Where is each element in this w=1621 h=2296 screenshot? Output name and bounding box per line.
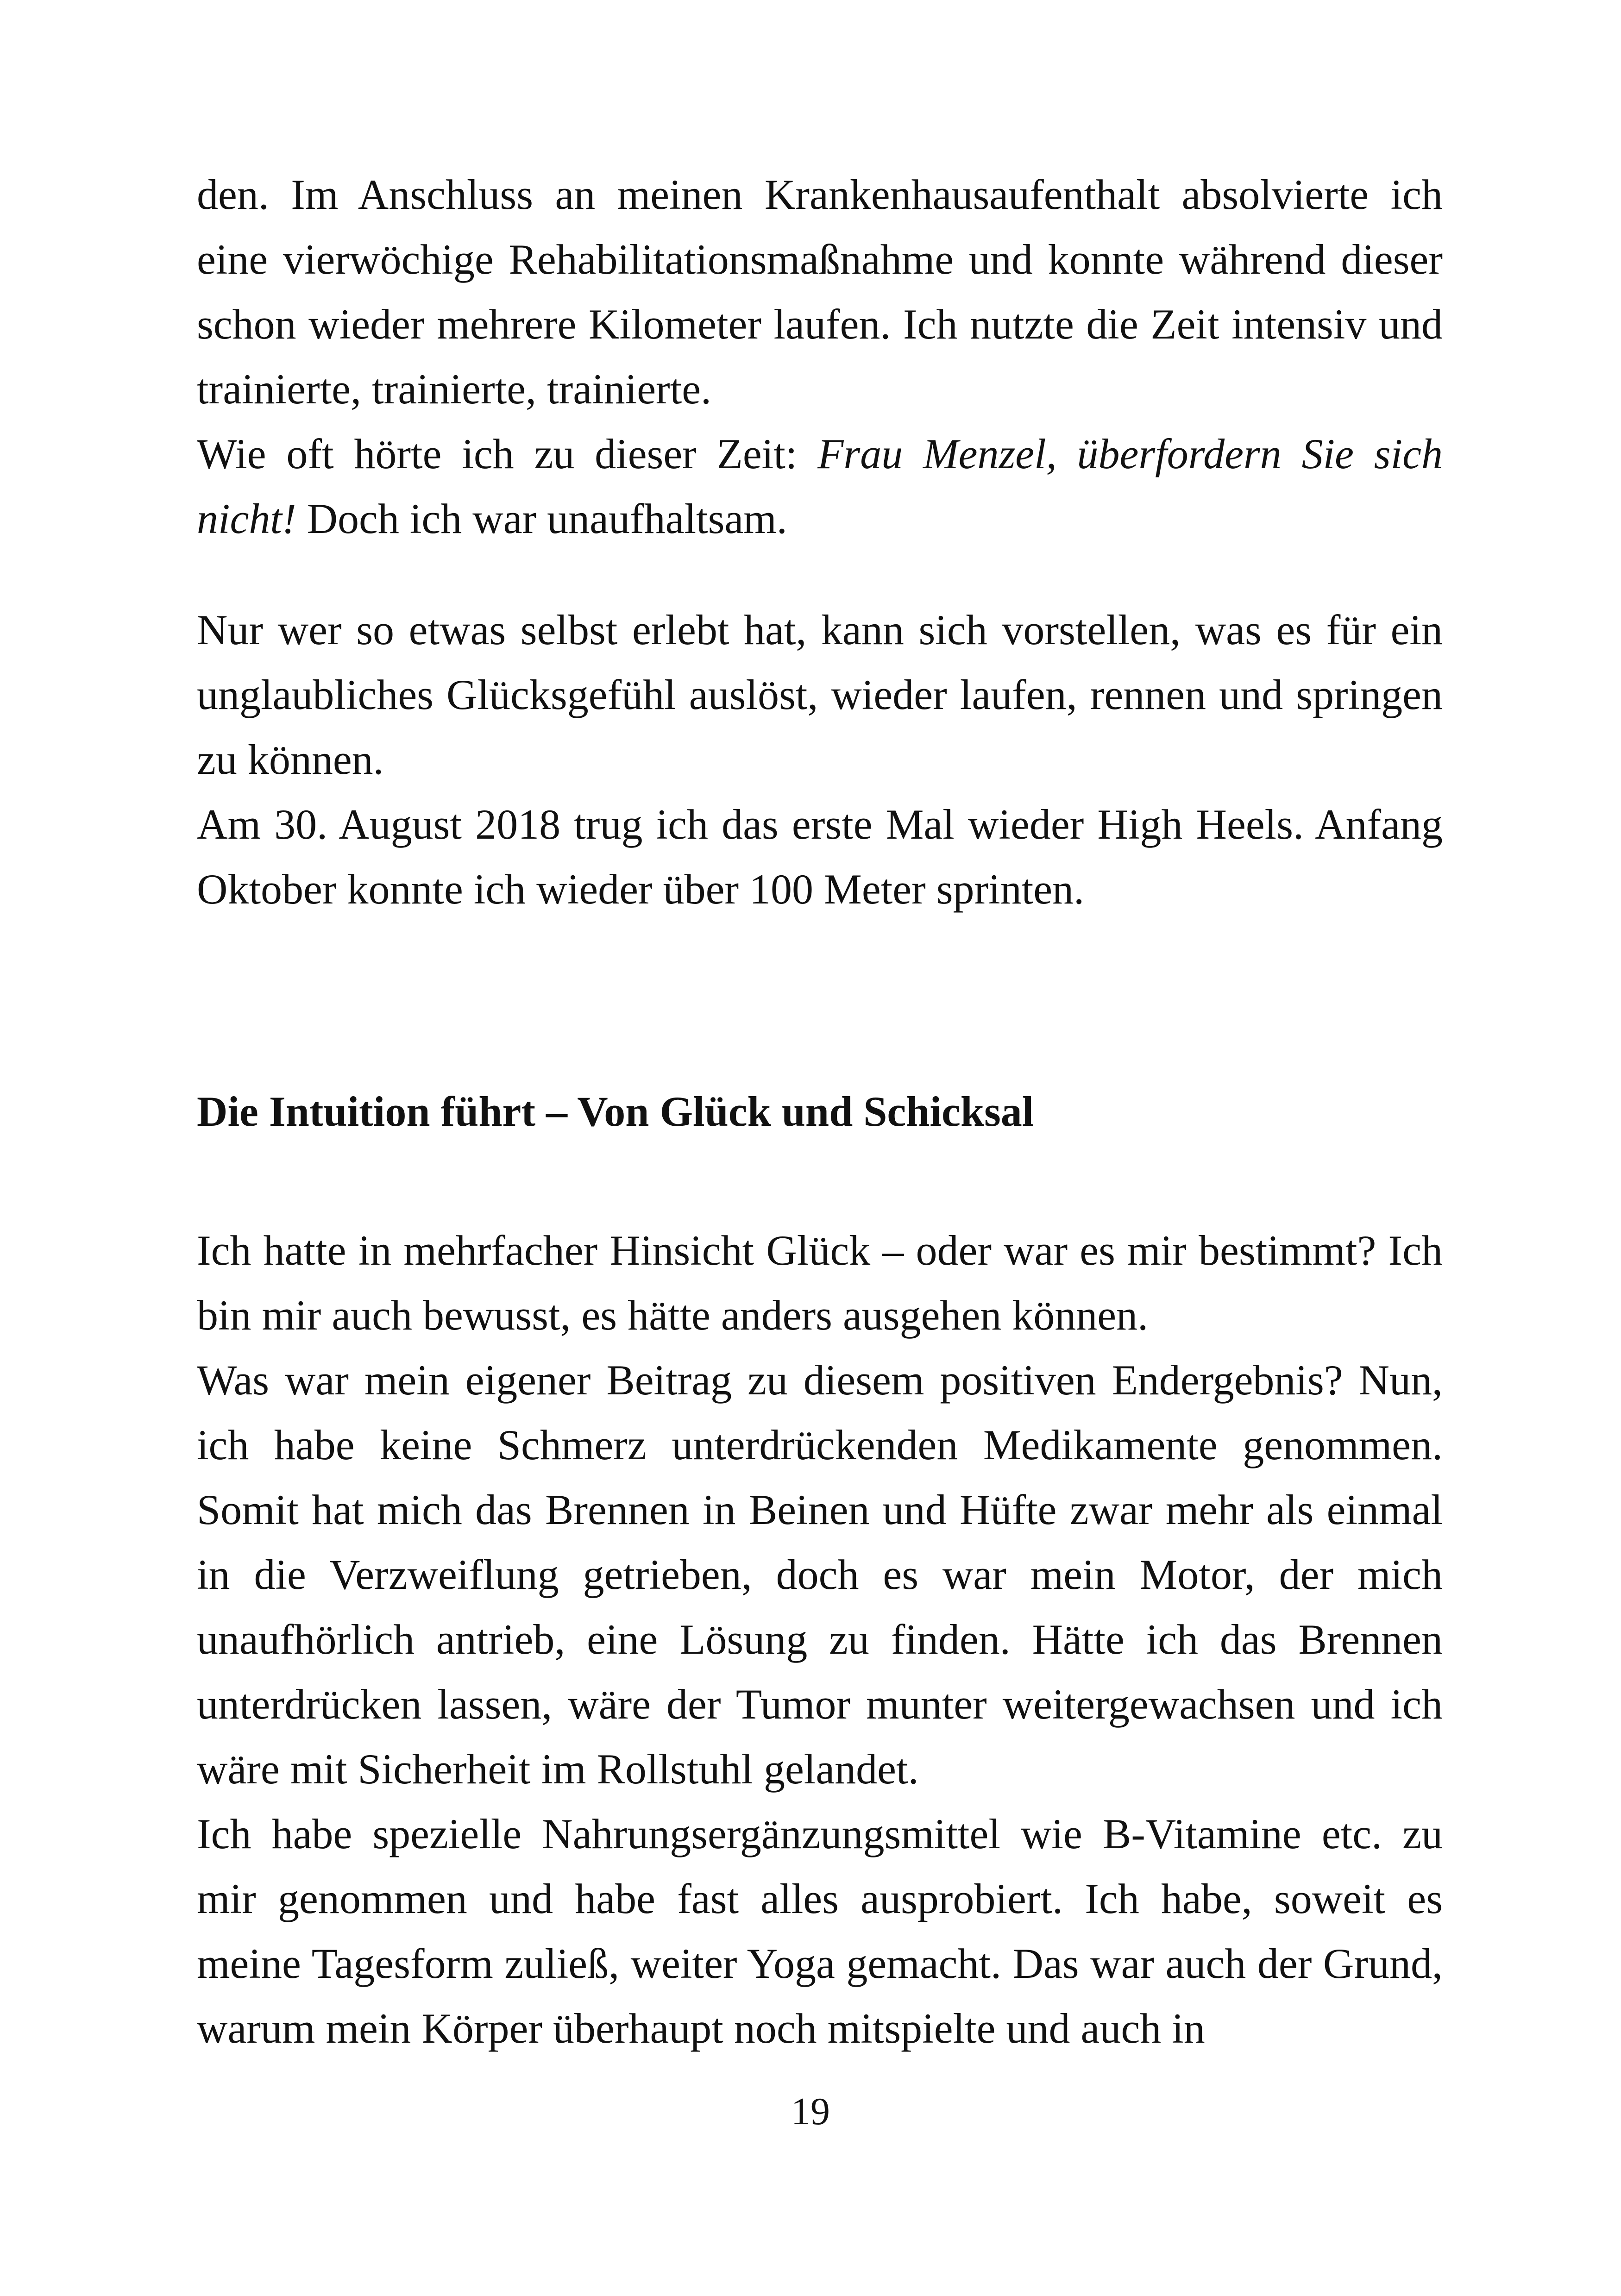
text-section-2 xyxy=(197,597,1443,922)
paragraph-high-heels: Am 30. August 2018 trug ich das erste Mal wieder High Heels. Anfang Oktober konnte ich wieder über 100 Meter sprinten. xyxy=(197,801,1443,913)
paragraph-luck: Ich hatte in mehrfacher Hinsicht Glück – oder war es mir bestimmt? Ich bin mir auch bewusst, es hätte anders ausgehen können. xyxy=(197,1227,1443,1339)
text-section-3 xyxy=(197,1218,1443,2061)
paragraph-rehabilitation: den. Im Anschluss an meinen Krankenhausaufenthalt absolvierte ich eine vierwöchige Rehabilitationsmaßnahme und konnte während dieser schon wieder mehrere Kilometer laufen. Ich nutzte die Zeit intensiv und trainierte, trainierte, trainierte. xyxy=(197,171,1443,413)
chapter-heading: Die Intuition führt – Von Glück und Schicksal xyxy=(197,1088,1034,1135)
paragraph-contribution: Was war mein eigener Beitrag zu diesem positiven Endergebnis? Nun, ich habe keine Schmerz unterdrückenden Medikamente genommen. Somit hat mich das Brennen in Beinen und Hüfte zwar mehr als einmal in die Verzweiflung getrieben, doch es war mein Motor, der mich unaufhörlich antrieb, eine Lösung zu finden. Hätte ich das Brennen unterdrücken lassen, wäre der Tumor munter weitergewachsen und ich wäre mit Sicherheit im Rollstuhl gelandet. xyxy=(197,1356,1443,1793)
quote-italic: Frau Menzel, überfordern Sie sich nicht! xyxy=(197,430,1443,542)
page-number: 19 xyxy=(791,2090,830,2133)
quote-after: Doch ich war unaufhaltsam. xyxy=(296,495,787,542)
paragraph-quote xyxy=(197,421,1443,551)
paragraph-supplements: Ich habe spezielle Nahrungsergänzungsmittel wie B-Vitamine etc. zu mir genommen und habe fast alles ausprobiert. Ich habe, soweit es meine Tagesform zuließ, weiter Yoga gemacht. Das war auch der Grund, warum mein Körper überhaupt noch mitspielte und auch in xyxy=(197,1810,1443,2052)
paragraph-happiness: Nur wer so etwas selbst erlebt hat, kann sich vorstellen, was es für ein unglaubliches Glücksgefühl auslöst, wieder laufen, rennen und springen zu können. xyxy=(197,606,1443,783)
quote-intro: Wie oft hörte ich zu dieser Zeit: xyxy=(197,430,818,477)
text-section-1 xyxy=(197,162,1443,551)
